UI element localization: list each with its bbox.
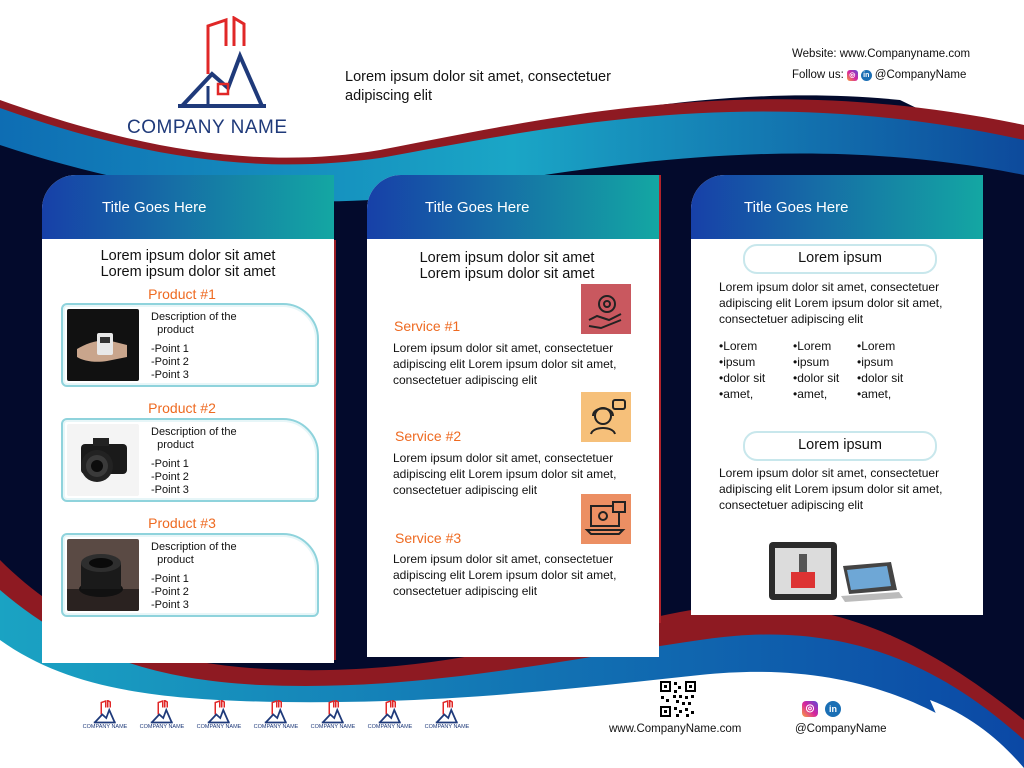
footer-logo (420, 700, 474, 730)
service-3-text: Lorem ipsum dolor sit amet, consectetuer adipiscing elit Lorem ipsum dolor sit amet, consectetuer adipiscing elit (393, 552, 617, 598)
info-text-1: Lorem ipsum dolor sit amet, consectetuer adipiscing elit Lorem ipsum dolor sit amet, consectetuer adipiscing elit (719, 280, 943, 326)
bullet-item: •dolor sit (857, 371, 904, 385)
product-card-3[interactable]: Description of the product -Point 1 -Point 2 -Point 3 (61, 533, 319, 617)
panel1-subtitle-line1: Lorem ipsum dolor sit amet (100, 248, 276, 264)
info-text-2: Lorem ipsum dolor sit amet, consectetuer adipiscing elit Lorem ipsum dolor sit amet, consectetuer adipiscing elit (719, 466, 943, 512)
info-pill-1: Lorem ipsum (743, 244, 937, 274)
qr-code-icon[interactable] (659, 680, 697, 718)
footer-logo-label: COMPANY NAME (139, 724, 185, 730)
panel2-subtitle-line1: Lorem ipsum dolor sit amet (419, 250, 595, 266)
footer-logo-label: COMPANY NAME (253, 724, 299, 730)
product-3-desc-line2: product (157, 554, 194, 566)
product-2-point-3: Point 3 (154, 484, 189, 496)
lens-photo (67, 539, 139, 611)
product-2-desc-line2: product (157, 439, 194, 451)
laptop-settings-icon (581, 494, 631, 544)
product-1-point-3: Point 3 (154, 369, 189, 381)
footer-logo-label: COMPANY NAME (82, 724, 128, 730)
footer-logo (363, 700, 417, 730)
bullet-item: •Lorem (793, 339, 832, 353)
service-2-text: Lorem ipsum dolor sit amet, consectetuer adipiscing elit Lorem ipsum dolor sit amet, consectetuer adipiscing elit (393, 451, 617, 497)
footer-instagram-icon[interactable]: ◎ (802, 701, 818, 717)
service-1-title: Service #1 (394, 318, 461, 334)
info-pill-2: Lorem ipsum (743, 431, 937, 461)
company-logo-icon (435, 700, 459, 724)
company-logo-icon (207, 700, 231, 724)
bullet-item: •ipsum (793, 355, 830, 369)
bullet-item: •Lorem (719, 339, 758, 353)
support-agent-icon (581, 392, 631, 442)
follow-label: Follow us: (792, 69, 844, 81)
footer-logo (135, 700, 189, 730)
product-3-title: Product #3 (148, 515, 216, 531)
company-logo-icon (93, 700, 117, 724)
company-logo-icon (264, 700, 288, 724)
product-2-point-1: Point 1 (154, 458, 189, 470)
bullet-column-1 (719, 338, 765, 402)
footer-linkedin-icon[interactable]: in (825, 701, 841, 717)
company-logo-icon (150, 700, 174, 724)
product-1-point-1: Point 1 (154, 343, 189, 355)
footer-logo (192, 700, 246, 730)
company-logo-icon (178, 16, 268, 112)
panel3-title: Title Goes Here (691, 175, 983, 239)
product-2-desc-line1: Description of the (151, 426, 237, 438)
memory-card-photo (67, 309, 139, 381)
instagram-icon[interactable]: ◎ (847, 70, 858, 81)
footer-logo-label: COMPANY NAME (196, 724, 242, 730)
product-2-title: Product #2 (148, 400, 216, 416)
product-3-desc-line1: Description of the (151, 541, 237, 553)
footer-handle[interactable]: @CompanyName (795, 723, 887, 735)
panel1-subtitle-line2: Lorem ipsum dolor sit amet (100, 264, 276, 280)
product-2-point-2: Point 2 (154, 471, 189, 483)
bullet-item: •amet, (719, 387, 754, 401)
product-card-1[interactable]: Description of the product -Point 1 -Point 2 -Point 3 (61, 303, 319, 387)
bullet-column-2 (793, 338, 839, 402)
product-1-desc-line1: Description of the (151, 311, 237, 323)
gear-hand-icon (581, 284, 631, 334)
bullet-item: •amet, (857, 387, 892, 401)
bullet-item: •dolor sit (793, 371, 840, 385)
service-1-text: Lorem ipsum dolor sit amet, consectetuer adipiscing elit Lorem ipsum dolor sit amet, consectetuer adipiscing elit (393, 341, 617, 387)
panel2-title: Title Goes Here (367, 175, 659, 239)
service-2-title: Service #2 (395, 428, 462, 444)
company-logo-icon (321, 700, 345, 724)
product-3-point-1: Point 1 (154, 573, 189, 585)
footer-logo-label: COMPANY NAME (424, 724, 470, 730)
bullet-item: •amet, (793, 387, 828, 401)
header-social-handle[interactable]: @CompanyName (874, 69, 967, 81)
product-1-point-2: Point 2 (154, 356, 189, 368)
follow-us (792, 69, 966, 81)
panel2-subtitle-line2: Lorem ipsum dolor sit amet (419, 266, 595, 282)
footer-logo (306, 700, 360, 730)
bullet-item: •ipsum (719, 355, 756, 369)
footer-logo (249, 700, 303, 730)
bullet-item: •dolor sit (719, 371, 766, 385)
service-3-title: Service #3 (395, 530, 462, 546)
product-3-point-2: Point 2 (154, 586, 189, 598)
company-name: COMPANY NAME (127, 117, 288, 138)
product-1-title: Product #1 (148, 286, 216, 302)
header-tagline: Lorem ipsum dolor sit amet, consectetuer adipiscing elit (345, 69, 611, 104)
footer-logo (78, 700, 132, 730)
footer-logo-label: COMPANY NAME (367, 724, 413, 730)
product-card-2[interactable]: Description of the product -Point 1 -Point 2 -Point 3 (61, 418, 319, 502)
bullet-column-3 (857, 338, 903, 402)
company-logo-icon (378, 700, 402, 724)
footer-logo-label: COMPANY NAME (310, 724, 356, 730)
product-3-point-3: Point 3 (154, 599, 189, 611)
camera-photo (67, 424, 139, 496)
bullet-item: •Lorem (857, 339, 896, 353)
bullet-item: •ipsum (857, 355, 894, 369)
3d-printer-laptop-photo (765, 536, 905, 606)
footer-website[interactable]: www.CompanyName.com (609, 723, 742, 735)
product-1-desc-line2: product (157, 324, 194, 336)
linkedin-icon[interactable]: in (861, 70, 872, 81)
panel1-title: Title Goes Here (42, 175, 334, 239)
header-website[interactable]: Website: www.Companyname.com (792, 48, 971, 60)
